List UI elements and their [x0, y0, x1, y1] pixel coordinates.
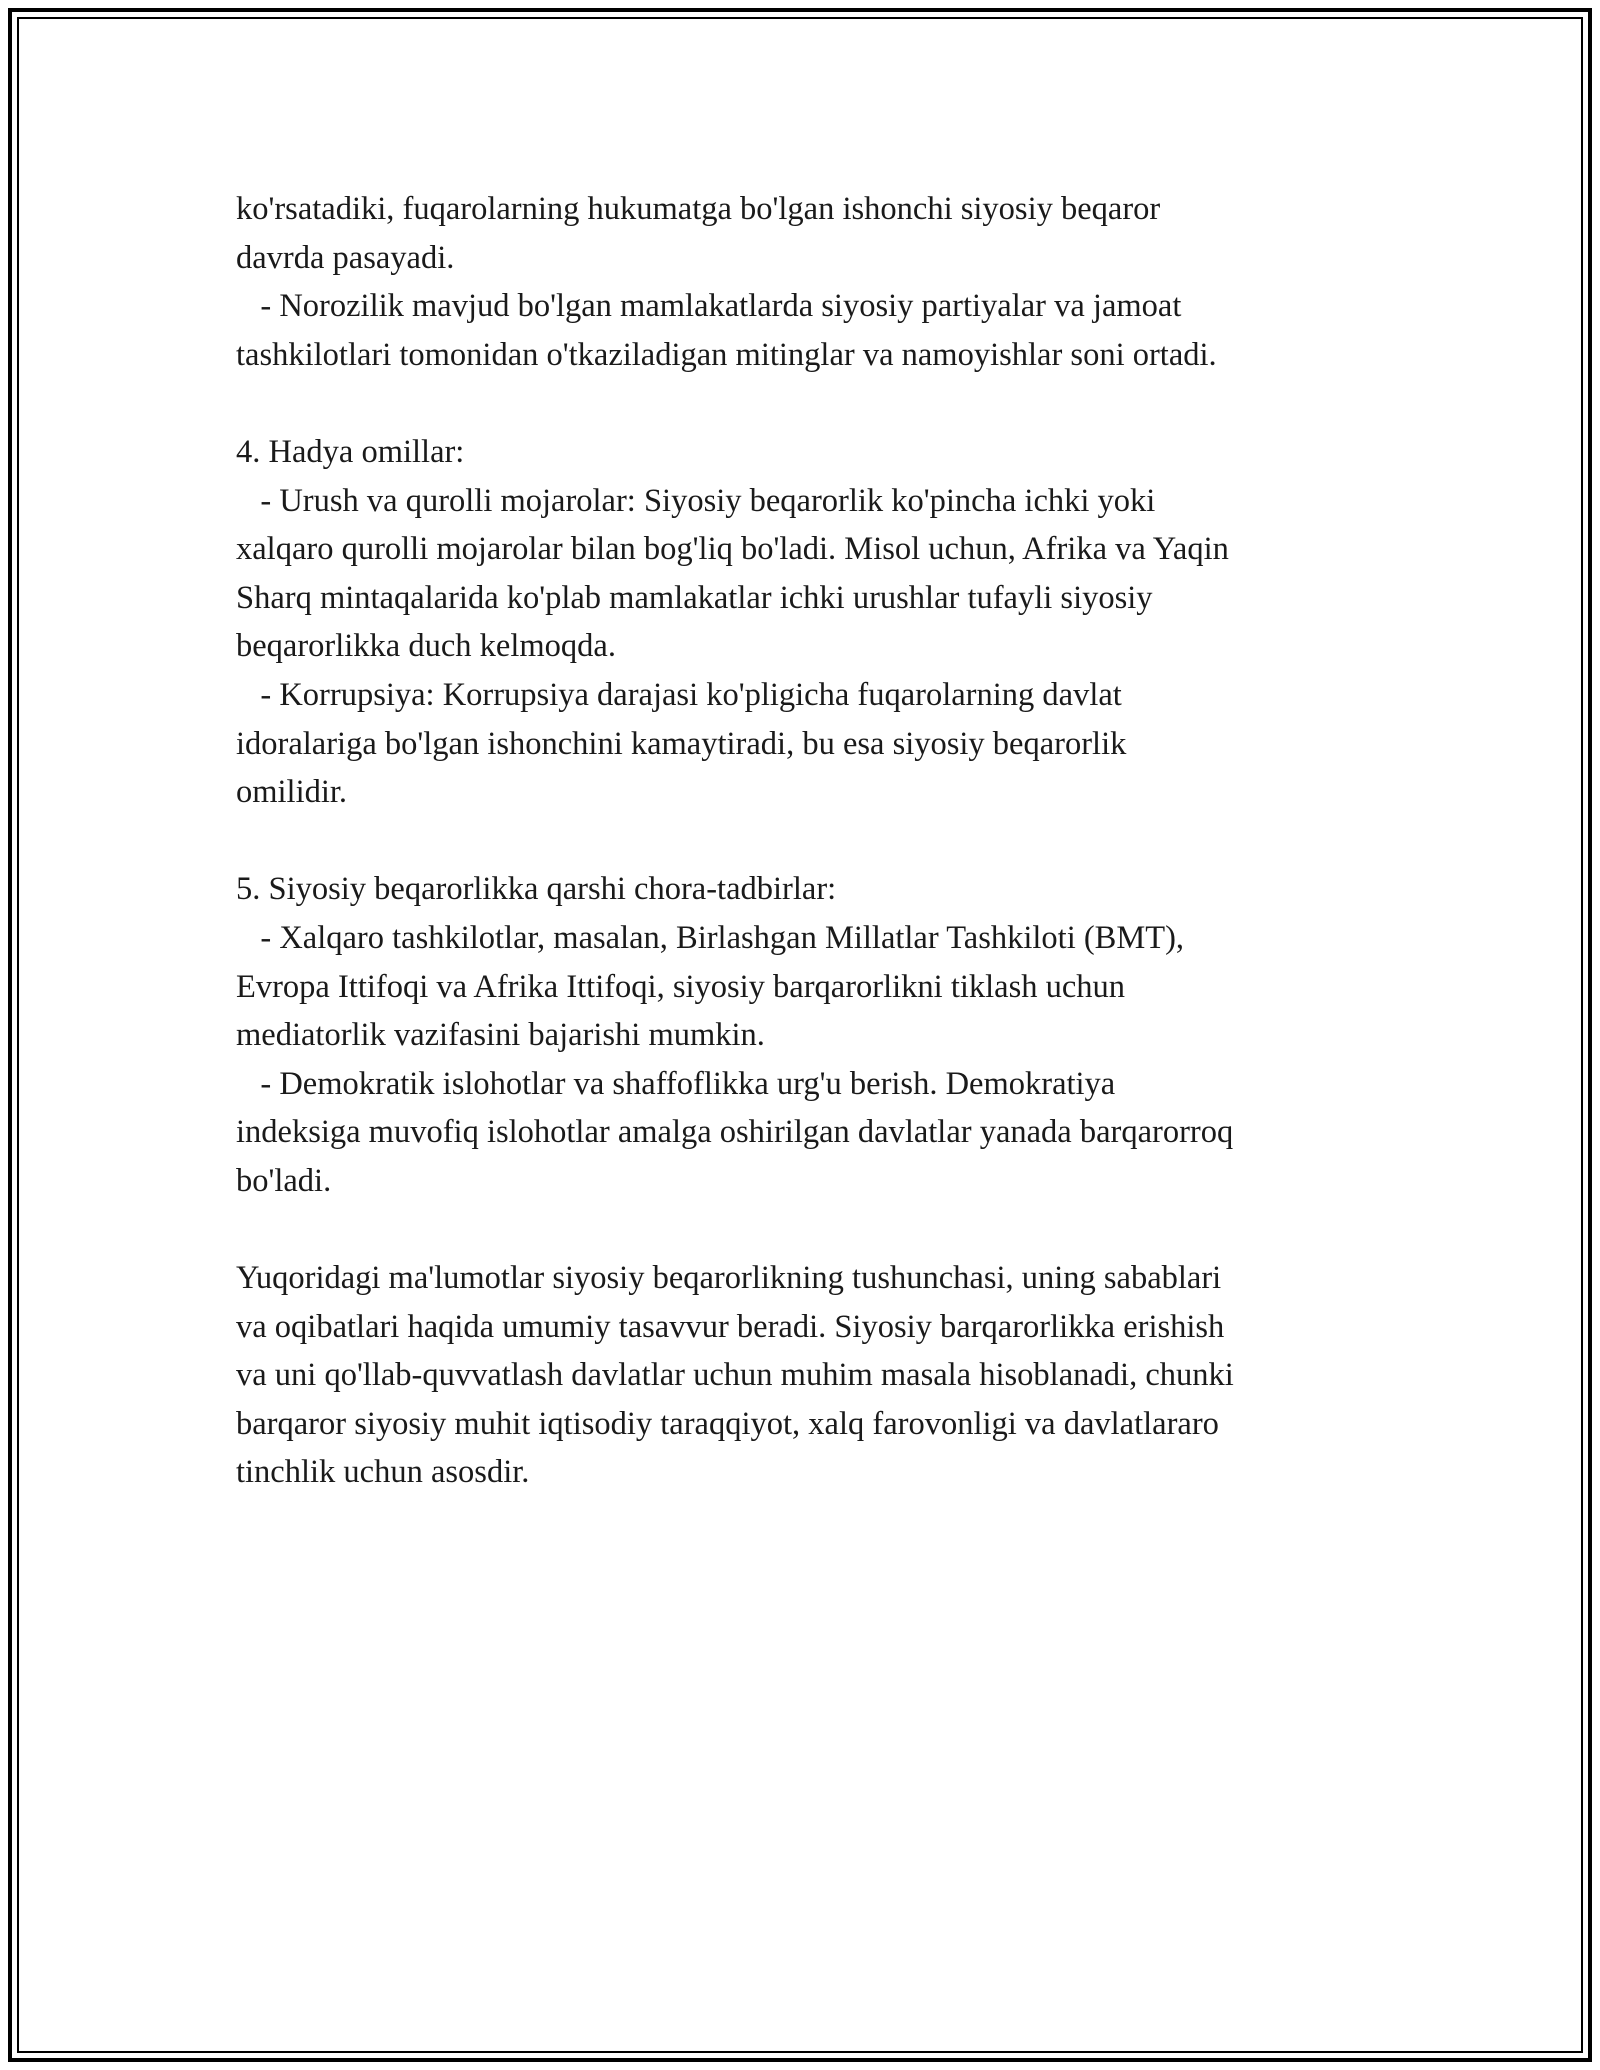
conclusion-paragraph — [236, 1254, 1386, 1497]
text-line: - Korrupsiya: Korrupsiya darajasi ko'pligicha fuqarolarning davlat — [236, 676, 1122, 713]
text-line: Sharq mintaqalarida ko'plab mamlakatlar ichki urushlar tufayli siyosiy — [236, 579, 1153, 616]
section-heading: 4. Hadya omillar: — [236, 433, 465, 470]
text-line: ko'rsatadiki, fuqarolarning hukumatga bo'lgan ishonchi siyosiy beqaror — [236, 191, 1161, 227]
document-body — [236, 185, 1386, 1497]
section-4-other-factors — [236, 428, 1386, 817]
text-line: omilidir. — [236, 774, 348, 811]
text-line: idoralariga bo'lgan ishonchini kamaytiradi, bu esa siyosiy beqarorlik — [236, 725, 1127, 762]
text-line: beqarorlikka duch kelmoqda. — [236, 628, 616, 665]
text-line: - Demokratik islohotlar va shaffoflikka urg'u berish. Demokratiya — [236, 1065, 1116, 1102]
text-line: va uni qo'llab-quvvatlash davlatlar uchun muhim masala hisoblanadi, chunki — [236, 1357, 1234, 1394]
text-line: davrda pasayadi. — [236, 239, 455, 276]
paragraph-spacer — [236, 1205, 1386, 1254]
text-line: Evropa Ittifoqi va Afrika Ittifoqi, siyosiy barqarorlikni tiklash uchun — [236, 968, 1126, 1005]
text-line: Yuqoridagi ma'lumotlar siyosiy beqarorlikning tushunchasi, uning sabablari — [236, 1260, 1222, 1297]
section-heading: 5. Siyosiy beqarorlikka qarshi chora-tadbirlar: — [236, 871, 837, 908]
text-line: tinchlik uchun asosdir. — [236, 1454, 530, 1491]
text-line: - Urush va qurolli mojarolar: Siyosiy beqarorlik ko'pincha ichki yoki — [236, 482, 1156, 519]
paragraph-continuation — [236, 185, 1386, 379]
text-line: va oqibatlari haqida umumiy tasavvur beradi. Siyosiy barqarorlikka erishish — [236, 1308, 1225, 1345]
text-line: tashkilotlari tomonidan o'tkaziladigan mitinglar va namoyishlar soni ortadi. — [236, 336, 1217, 373]
section-5-countermeasures — [236, 865, 1386, 1205]
paragraph-spacer — [236, 379, 1386, 428]
text-line: - Norozilik mavjud bo'lgan mamlakatlarda siyosiy partiyalar va jamoat — [236, 288, 1182, 325]
text-line: xalqaro qurolli mojarolar bilan bog'liq bo'ladi. Misol uchun, Afrika va Yaqin — [236, 531, 1229, 568]
text-line: bo'ladi. — [236, 1162, 332, 1199]
text-line: barqaror siyosiy muhit iqtisodiy taraqqiyot, xalq farovonligi va davlatlararo — [236, 1405, 1219, 1442]
text-line: - Xalqaro tashkilotlar, masalan, Birlashgan Millatlar Tashkiloti (BMT), — [236, 919, 1185, 956]
text-line: indeksiga muvofiq islohotlar amalga oshirilgan davlatlar yanada barqarorroq — [236, 1114, 1234, 1151]
text-line: mediatorlik vazifasini bajarishi mumkin. — [236, 1017, 765, 1054]
paragraph-spacer — [236, 817, 1386, 866]
